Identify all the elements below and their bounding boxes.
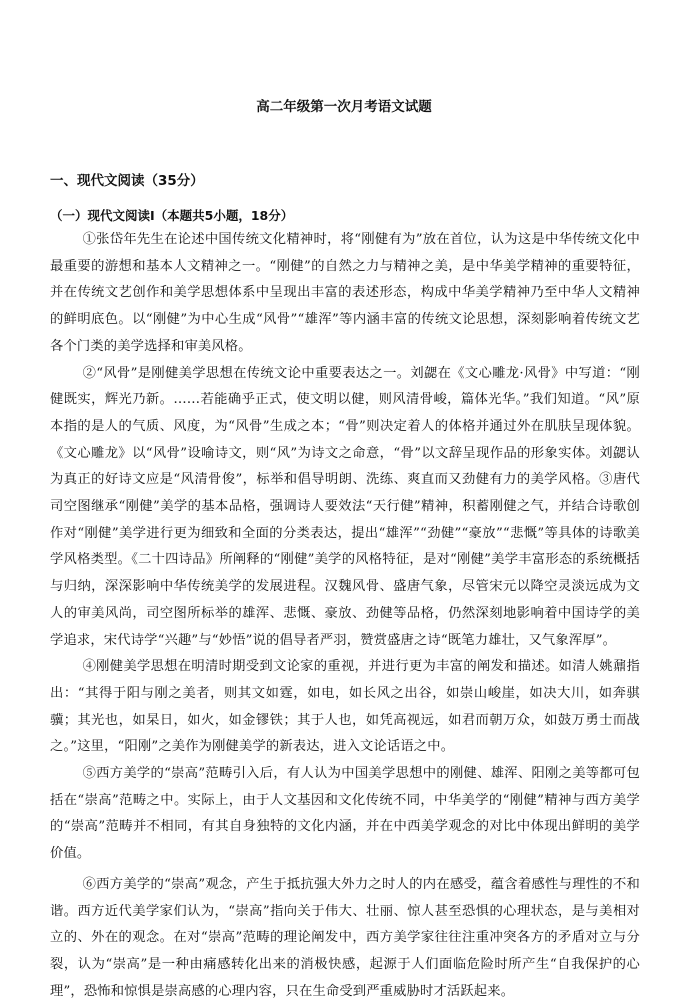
paragraph-2: ②“风骨”是刚健美学思想在传统文论中重要表达之一。刘勰在《文心雕龙·风骨》中写道：“刚健既实，辉光乃新。……若能确乎正式，使文明以健，则风清骨峻，篇体光华。”我们知道。“风”原本指的是人的气质、风度，为“风骨”生成之本；“骨”则决定着人的体格并通过外在肌肤呈现体貌。《文心雕龙》以“风骨”设喻诗文，则“风”为诗文之命意，“骨”以文辞呈现作品的形象实体。刘勰认为真正的好诗文应是“风清骨俊”，标举和倡导明朗、洗练、爽直而又劲健有力的美学风格。③唐代司空图继承“刚健”美学的基本品格，强调诗人要效法“天行健”精神，积蓄刚健之气，并结合诗歌创作对“刚健”美学进行更为细致和全面的分类表达，提出“雄浑”“劲健”“豪放”“悲慨”等具体的诗歌美学风格类型。《二十四诗品》所阐释的“刚健”美学的风格特征，是对“刚健”美学丰富形态的系统概括与归纳，深深影响中华传统美学的发展进程。汉魏风骨、盛唐气象，尽管宋元以降空灵淡远成为文人的审美风尚，司空图所标举的雄浑、悲慨、豪放、劲健等品格，仍然深刻地影响着中国诗学的美学追求，宋代诗学“兴趣”与“妙悟”说的倡导者严羽，赞赏盛唐之诗“既笔力雄壮，又气象浑厚”。 (50, 365, 640, 648)
paragraph-4: ⑤西方美学的“崇高”范畴引入后，有人认为中国美学思想中的刚健、雄浑、阳刚之美等都可包括在“崇高”范畴之中。实际上，由于人文基因和文化传统不同，中华美学的“刚健”精神与西方美学的“崇高”范畴并不相同，有其自身独特的文化内涵，并在中西美学观念的对比中体现出鲜明的美学价值。 (50, 766, 640, 862)
paragraph-5: ⑥西方美学的“崇高”观念，产生于抵抗强大外力之时人的内在感受，蕴含着感性与理性的不和谐。西方近代美学家们认为，“崇高”指向关于伟大、壮丽、惊人甚至恐惧的心理状态，是与美相对立的、外在的观念。在对“崇高”范畴的理论阐发中，西方美学家往往注重冲突各方的矛盾对立与分裂，认为“崇高”是一种由痛感转化出来的消极快感，起源于人们面临危险时所产生“自我保护的心理”，恐怖和惊惧是崇高感的心理内容，只在生命受到严重威胁时才活跃起来。 (50, 876, 640, 999)
paragraph-3: ④刚健美学思想在明清时期受到文论家的重视，并进行更为丰富的阐发和描述。如清人姚鼐指出：“其得于阳与刚之美者，则其文如霆，如电，如长风之出谷，如崇山峻崖，如决大川，如奔骐骥；其光也，如杲日，如火，如金镠铁；其于人也，如凭高视远，如君而朝万众，如鼓万勇士而战之。”这里，“阳刚”之美作为刚健美学的新表达，进入文论话语之中。 (50, 659, 640, 755)
subsection-heading: （一）现代文阅读Ⅰ（本题共5小题，18分） (50, 208, 294, 223)
document-title: 高二年级第一次月考语文试题 (256, 99, 432, 115)
article-body (50, 227, 640, 1005)
paragraph-1: ①张岱年先生在论述中国传统文化精神时，将“刚健有为”放在首位，认为这是中华传统文化中最重要的游想和基本人文精神之一。“刚健”的自然之力与精神之美，是中华美学精神的重要特征，并在传统文艺创作和美学思想体系中呈现出丰富的表述形态，构成中华美学精神乃至中华人文精神的鲜明底色。以“刚健”为中心生成“风骨”“雄浑”等内涵丰富的传统文论思想，深刻影响着传统文艺各个门类的美学选择和审美风格。 (50, 232, 640, 354)
section-heading: 一、现代文阅读（35分） (50, 173, 204, 189)
